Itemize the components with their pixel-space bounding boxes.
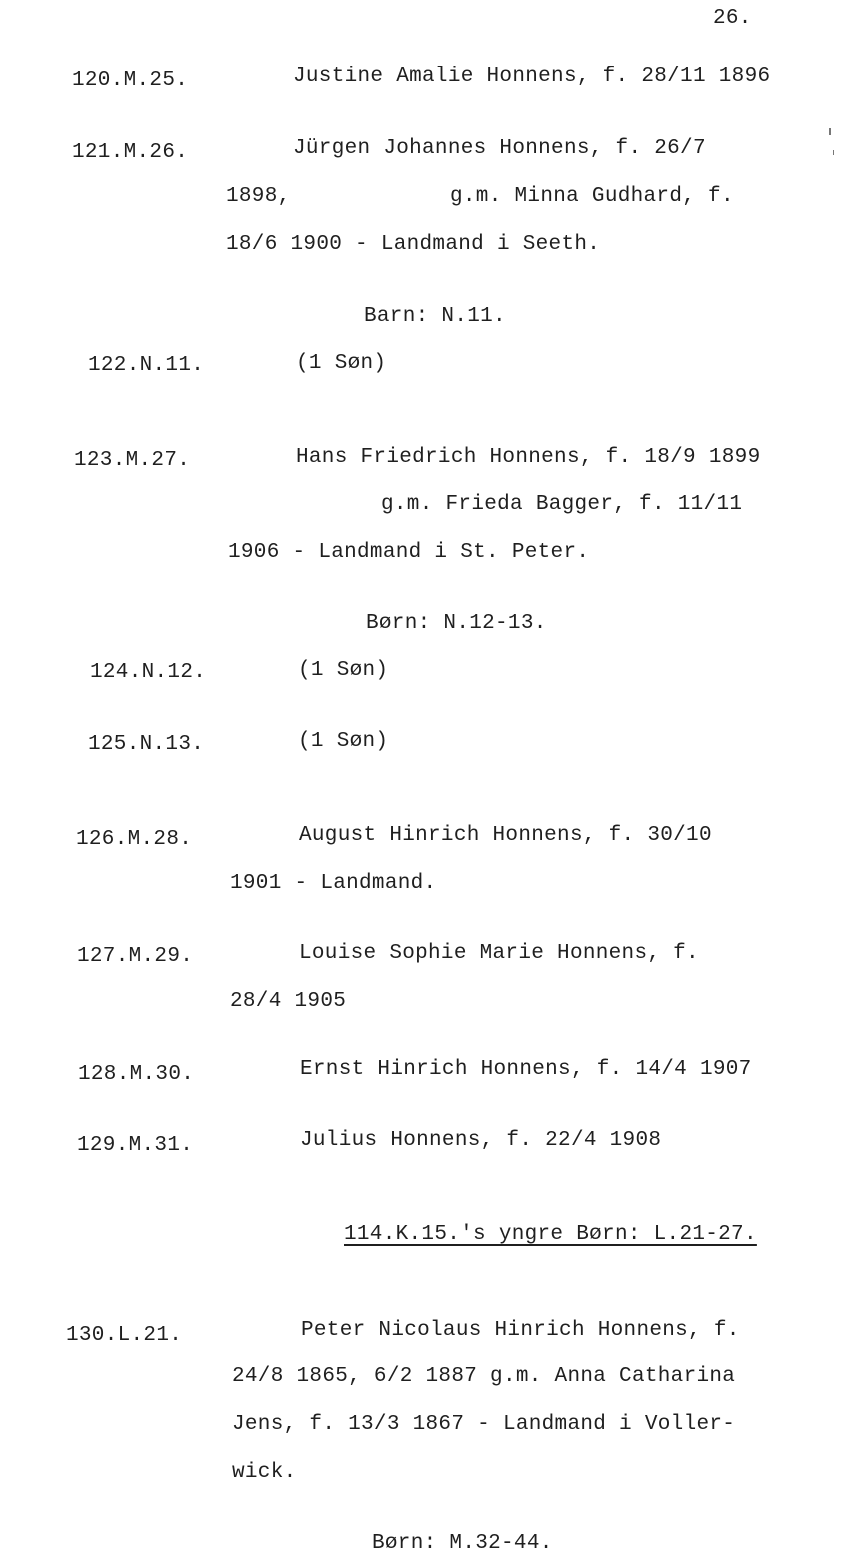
entry-id: 128.M.30.	[78, 1063, 195, 1086]
children-line: Børn: N.12-13.	[366, 612, 547, 635]
page-number: 26.	[713, 7, 752, 30]
entry-text: August Hinrich Honnens, f. 30/10	[299, 824, 712, 847]
entry-text: Hans Friedrich Honnens, f. 18/9 1899	[296, 446, 761, 469]
entry-text: g.m. Minna Gudhard, f.	[450, 185, 734, 208]
entry-text: (1 Søn)	[298, 730, 389, 753]
entry-text: 18/6 1900 - Landmand i Seeth.	[226, 233, 601, 256]
entry-text: (1 Søn)	[298, 659, 389, 682]
children-line: Barn: N.11.	[364, 305, 506, 328]
entry-id: 125.N.13.	[88, 733, 205, 756]
section-heading: 114.K.15.'s yngre Børn: L.21-27.	[344, 1223, 757, 1246]
entry-id: 120.M.25.	[72, 69, 189, 92]
entry-text: wick.	[232, 1461, 297, 1484]
entry-text: Justine Amalie Honnens, f. 28/11 1896	[293, 66, 771, 87]
entry-text: 28/4 1905	[230, 990, 347, 1013]
scan-speck	[833, 150, 834, 155]
entry-id: 130.L.21.	[66, 1324, 183, 1347]
entry-id: 122.N.11.	[88, 354, 205, 377]
entry-text: Julius Honnens, f. 22/4 1908	[300, 1129, 662, 1152]
entry-text: Ernst Hinrich Honnens, f. 14/4 1907	[300, 1058, 752, 1081]
entry-text: 1898,	[226, 185, 291, 208]
scan-speck	[829, 128, 831, 135]
entry-text: 24/8 1865, 6/2 1887 g.m. Anna Catharina	[232, 1365, 736, 1388]
entry-text: g.m. Frieda Bagger, f. 11/11	[381, 493, 743, 516]
entry-id: 123.M.27.	[74, 449, 191, 472]
entry-text: 1901 - Landmand.	[230, 872, 437, 895]
entry-text: (1 Søn)	[296, 352, 387, 375]
entry-text: Louise Sophie Marie Honnens, f.	[299, 942, 699, 965]
entry-text: Peter Nicolaus Hinrich Honnens, f.	[301, 1319, 740, 1342]
entry-text: Jürgen Johannes Honnens, f. 26/7	[293, 137, 706, 160]
entry-id: 127.M.29.	[77, 945, 194, 968]
entry-id: 126.M.28.	[76, 828, 193, 851]
children-line: Børn: M.32-44.	[372, 1532, 553, 1555]
entry-text: Jens, f. 13/3 1867 - Landmand i Voller-	[232, 1413, 736, 1436]
entry-text: 1906 - Landmand i St. Peter.	[228, 541, 590, 564]
entry-id: 129.M.31.	[77, 1134, 194, 1157]
entry-id: 124.N.12.	[90, 661, 207, 684]
entry-id: 121.M.26.	[72, 141, 189, 164]
